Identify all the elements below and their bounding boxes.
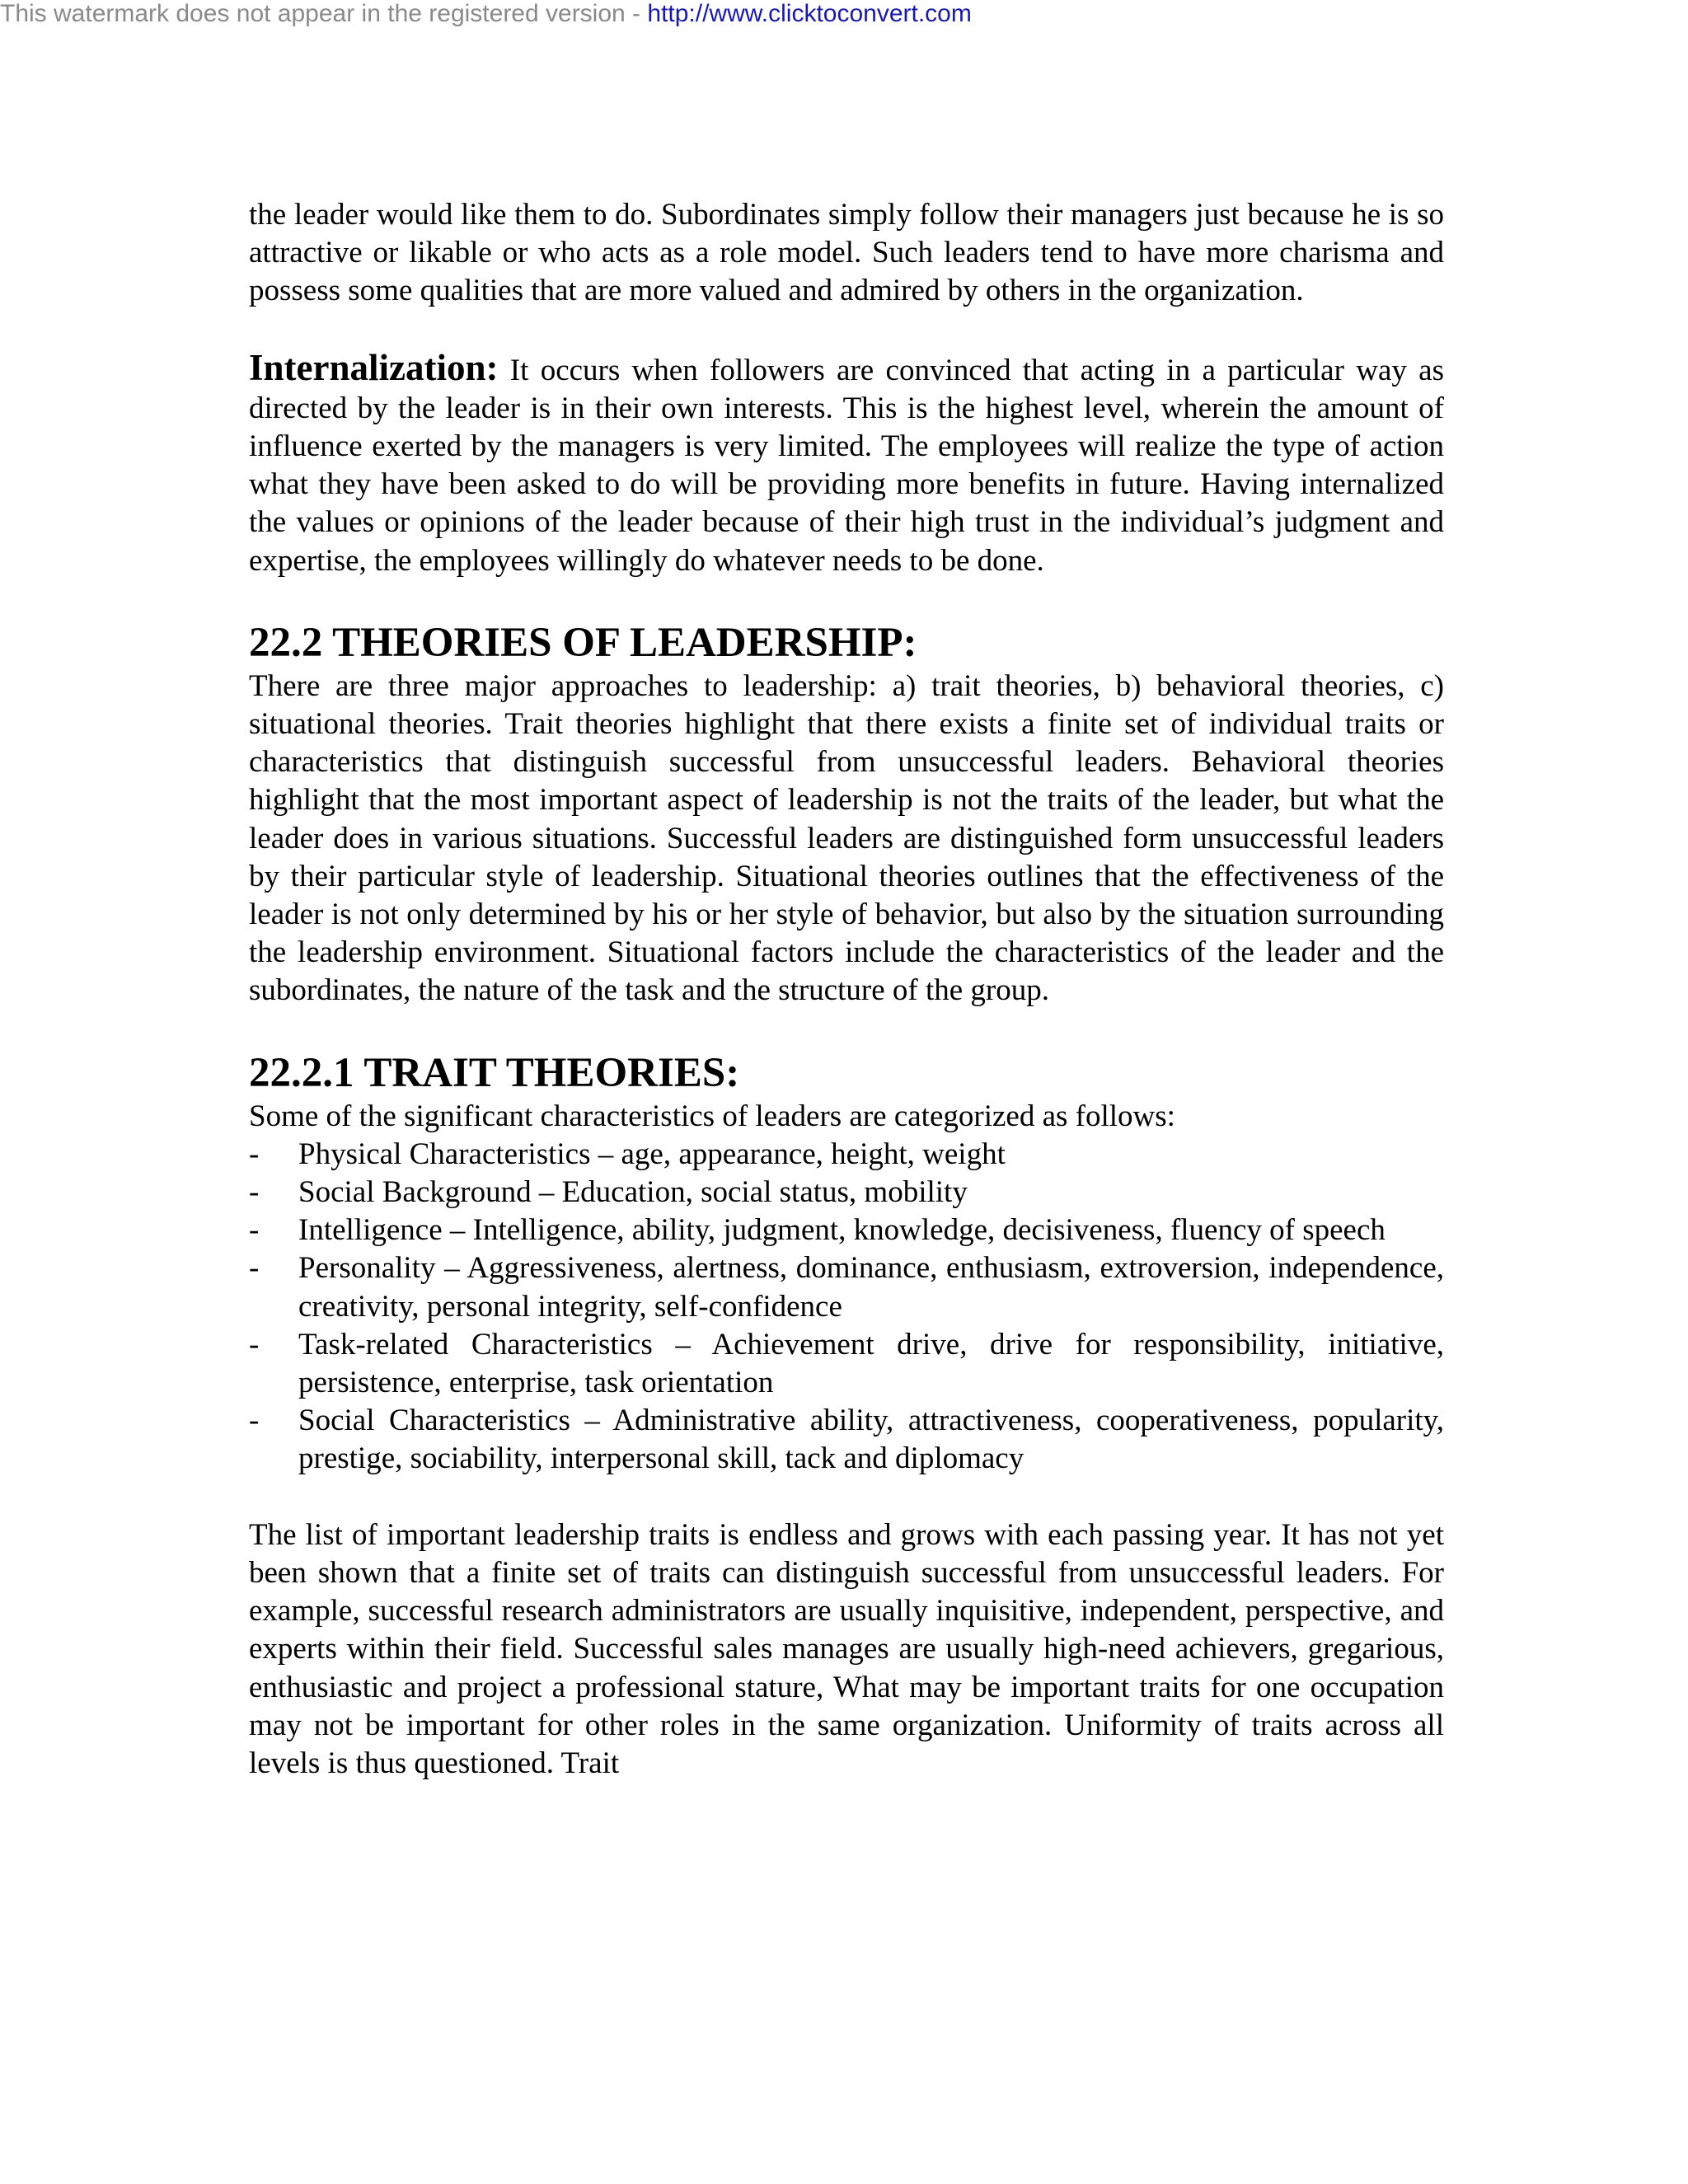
theories-paragraph: There are three major approaches to leadership: a) trait theories, b) behavioral theories, c) situational theories. Trait theories highlight that there exists a finite set of individual traits or characteristics that distinguish successful from unsuccessful leaders. Behavioral theories highlight that the most important aspect of leadership is not the traits of the leader, but what the leader does in various situations. Successful leaders are distinguished form unsuccessful leaders by their particular style of leadership. Situational theories outlines that the effectiveness of the leader is not only determined by his or her style of behavior, but also by the situation surrounding the leadership environment. Situational factors include the characteristics of the leader and the subordinates, the nature of the task and the structure of the group. xyxy=(249,668,1444,1008)
dash-bullet: - xyxy=(249,1213,260,1248)
watermark-banner xyxy=(0,0,972,28)
list-item xyxy=(249,1402,1444,1478)
list-item-text: Personality – Aggressiveness, alertness, dominance, enthusiasm, extroversion, independence, creativity, personal integrity, self-confidence xyxy=(298,1251,1444,1324)
trait-list xyxy=(249,1136,1444,1479)
list-item xyxy=(249,1174,1444,1212)
trait-intro: Some of the significant characteristics of leaders are categorized as follows: xyxy=(249,1099,1175,1133)
watermark-text: This watermark does not appear in the registered version - xyxy=(0,0,648,27)
list-item-text: Social Characteristics – Administrative ability, attractiveness, cooperativeness, popularity, prestige, sociability, interpersonal skill, tack and diplomacy xyxy=(298,1404,1444,1476)
paragraph-spacer xyxy=(249,311,1444,349)
internalization-body: It occurs when followers are convinced that acting in a particular way as directed by the leader is in their own interests. This is the highest level, wherein the amount of influence exerted by the managers is very limited. The employees will realize the type of action what they have been asked to do will be providing more benefits in future. Having internalized the values or opinions of the leader because of their high trust in the individual’s judgment and expertise, the employees willingly do whatever needs to be done. xyxy=(249,353,1444,578)
dash-bullet: - xyxy=(249,1404,260,1438)
list-item-text: Intelligence – Intelligence, ability, judgment, knowledge, decisiveness, fluency of speech xyxy=(298,1213,1386,1248)
dash-bullet: - xyxy=(249,1137,260,1171)
list-item xyxy=(249,1326,1444,1402)
theories-heading: 22.2 THEORIES OF LEADERSHIP: xyxy=(249,619,917,666)
internalization-term: Internalization: xyxy=(249,346,499,388)
list-item-text: Task-related Characteristics – Achievement drive, drive for responsibility, initiative, persistence, enterprise, task orientation xyxy=(298,1327,1444,1400)
list-item xyxy=(249,1249,1444,1325)
internalization-paragraph xyxy=(249,346,1444,580)
paragraph-spacer xyxy=(249,580,1444,618)
watermark-link[interactable]: http://www.clicktoconvert.com xyxy=(647,0,972,27)
paragraph-spacer xyxy=(249,1010,1444,1048)
dash-bullet: - xyxy=(249,1251,260,1286)
list-item-text: Social Background – Education, social status, mobility xyxy=(298,1175,968,1210)
list-item xyxy=(249,1136,1444,1174)
closing-paragraph: The list of important leadership traits is endless and grows with each passing year. It has not yet been shown that a finite set of traits can distinguish successful from unsuccessful leaders. For example, successful research administrators are usually inquisitive, independent, perspective, and experts within their field. Successful sales manages are usually high-need achievers, gregarious, enthusiastic and project a professional stature, What may be important traits for one occupation may not be important for other roles in the same organization. Uniformity of traits across all levels is thus questioned. Trait xyxy=(249,1517,1444,1780)
trait-theories-heading: 22.2.1 TRAIT THEORIES: xyxy=(249,1049,740,1096)
list-item-text: Physical Characteristics – age, appearance, height, weight xyxy=(298,1137,1006,1171)
intro-paragraph: the leader would like them to do. Subordinates simply follow their managers just because he is so attractive or likable or who acts as a role model. Such leaders tend to have more charisma and possess some qualities that are more valued and admired by others in the organization. xyxy=(249,198,1444,308)
document-body xyxy=(249,196,1444,1783)
list-item xyxy=(249,1212,1444,1249)
paragraph-spacer xyxy=(249,1479,1444,1516)
dash-bullet: - xyxy=(249,1175,260,1210)
dash-bullet: - xyxy=(249,1327,260,1361)
